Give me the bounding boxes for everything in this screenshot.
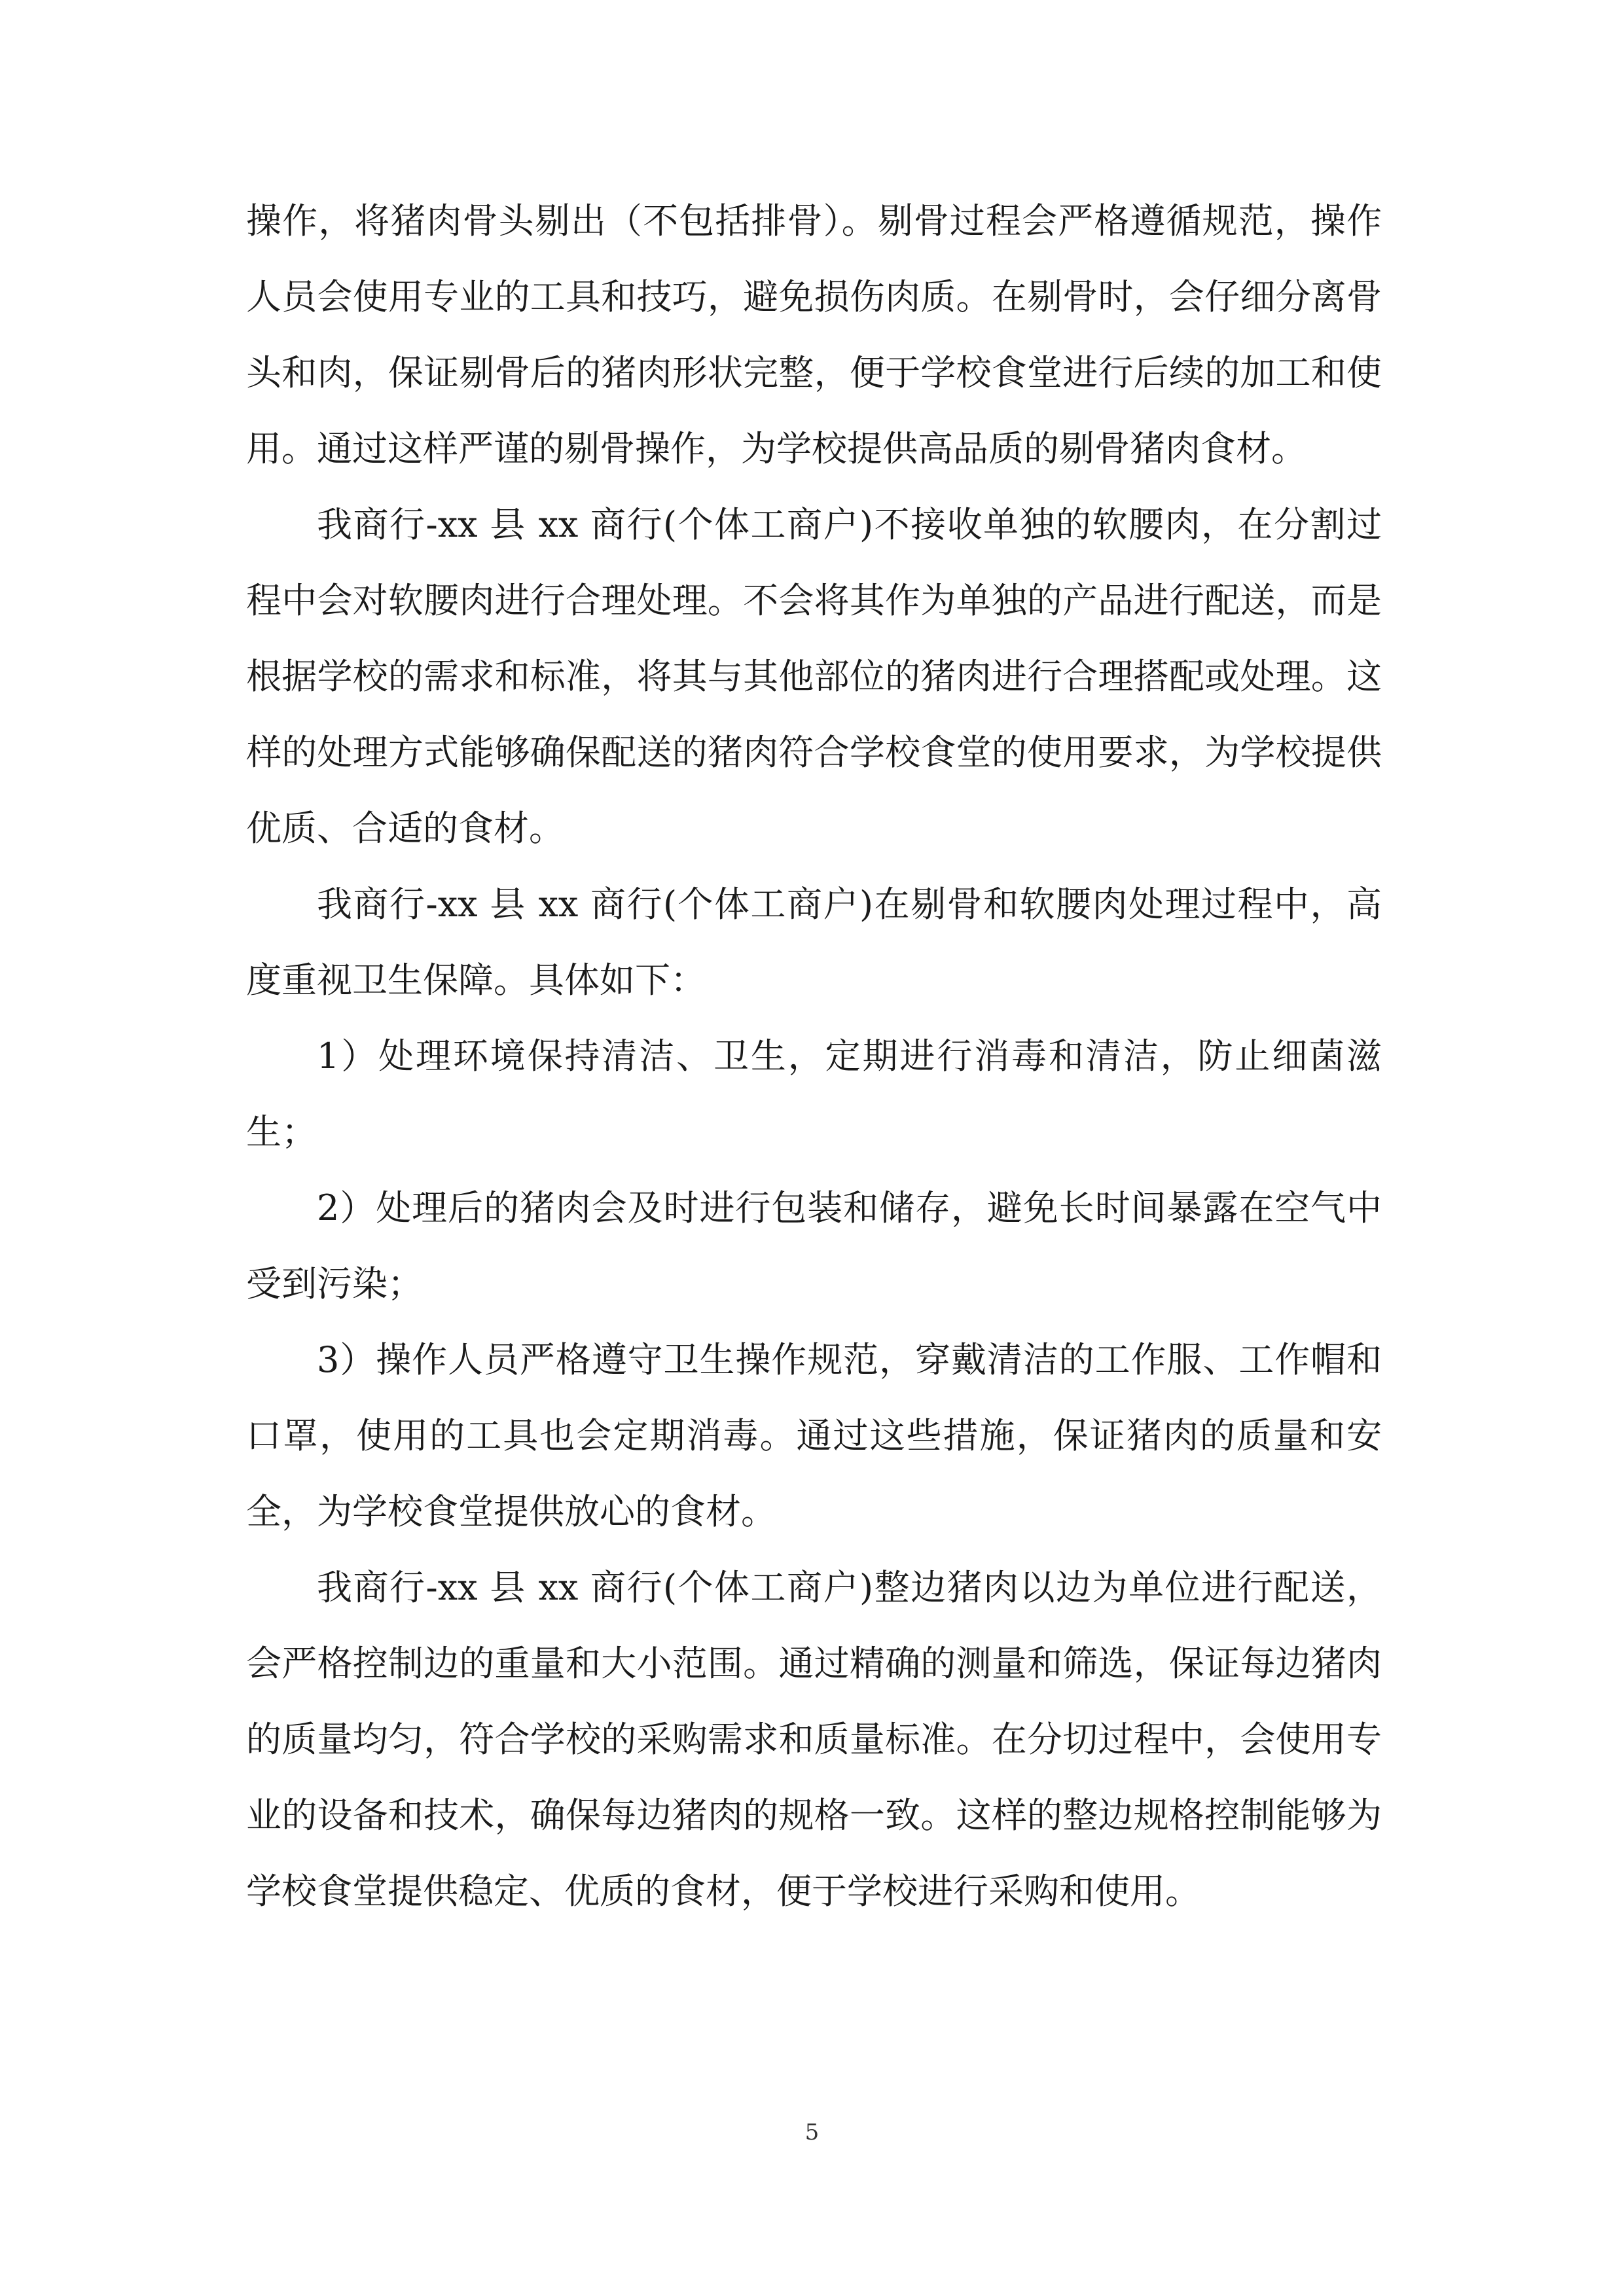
- paragraph-hygiene-item-2: 2）处理后的猪肉会及时进行包装和储存，避免长时间暴露在空气中受到污染；: [246, 1187, 1382, 1304]
- body-text: [246, 183, 1382, 1929]
- page-number: 5: [804, 2119, 820, 2145]
- paragraph-deboning: 操作，将猪肉骨头剔出（不包括排骨）。剔骨过程会严格遵循规范，操作人员会使用专业的工具和技巧，避免损伤肉质。在剔骨时，会仔细分离骨头和肉，保证剔骨后的猪肉形状完整，便于学校食堂进行后续的加工和使用。通过这样严谨的剔骨操作，为学校提供高品质的剔骨猪肉食材。: [246, 200, 1382, 469]
- paragraph-hygiene-item-3: 3）操作人员严格遵守卫生操作规范，穿戴清洁的工作服、工作帽和口罩，使用的工具也会定期消毒。通过这些措施，保证猪肉的质量和安全，为学校食堂提供放心的食材。: [246, 1339, 1382, 1532]
- paragraph-soft-loin: 我商行-xx 县 xx 商行(个体工商户)不接收单独的软腰肉，在分割过程中会对软腰肉进行合理处理。不会将其作为单独的产品进行配送，而是根据学校的需求和标准，将其与其他部位的猪肉进行合理搭配或处理。这样的处理方式能够确保配送的猪肉符合学校食堂的使用要求，为学校提供优质、合适的食材。: [246, 504, 1382, 849]
- paragraph-hygiene-intro: 我商行-xx 县 xx 商行(个体工商户)在剔骨和软腰肉处理过程中，高度重视卫生保障。具体如下：: [246, 884, 1382, 1001]
- paragraph-whole-side: 我商行-xx 县 xx 商行(个体工商户)整边猪肉以边为单位进行配送，会严格控制边的重量和大小范围。通过精确的测量和筛选，保证每边猪肉的质量均匀，符合学校的采购需求和质量标准。在分切过程中，会使用专业的设备和技术，确保每边猪肉的规格一致。这样的整边规格控制能够为学校食堂提供稳定、优质的食材，便于学校进行采购和使用。: [246, 1567, 1382, 1912]
- paragraph-hygiene-item-1: 1）处理环境保持清洁、卫生，定期进行消毒和清洁，防止细菌滋生；: [246, 1035, 1382, 1153]
